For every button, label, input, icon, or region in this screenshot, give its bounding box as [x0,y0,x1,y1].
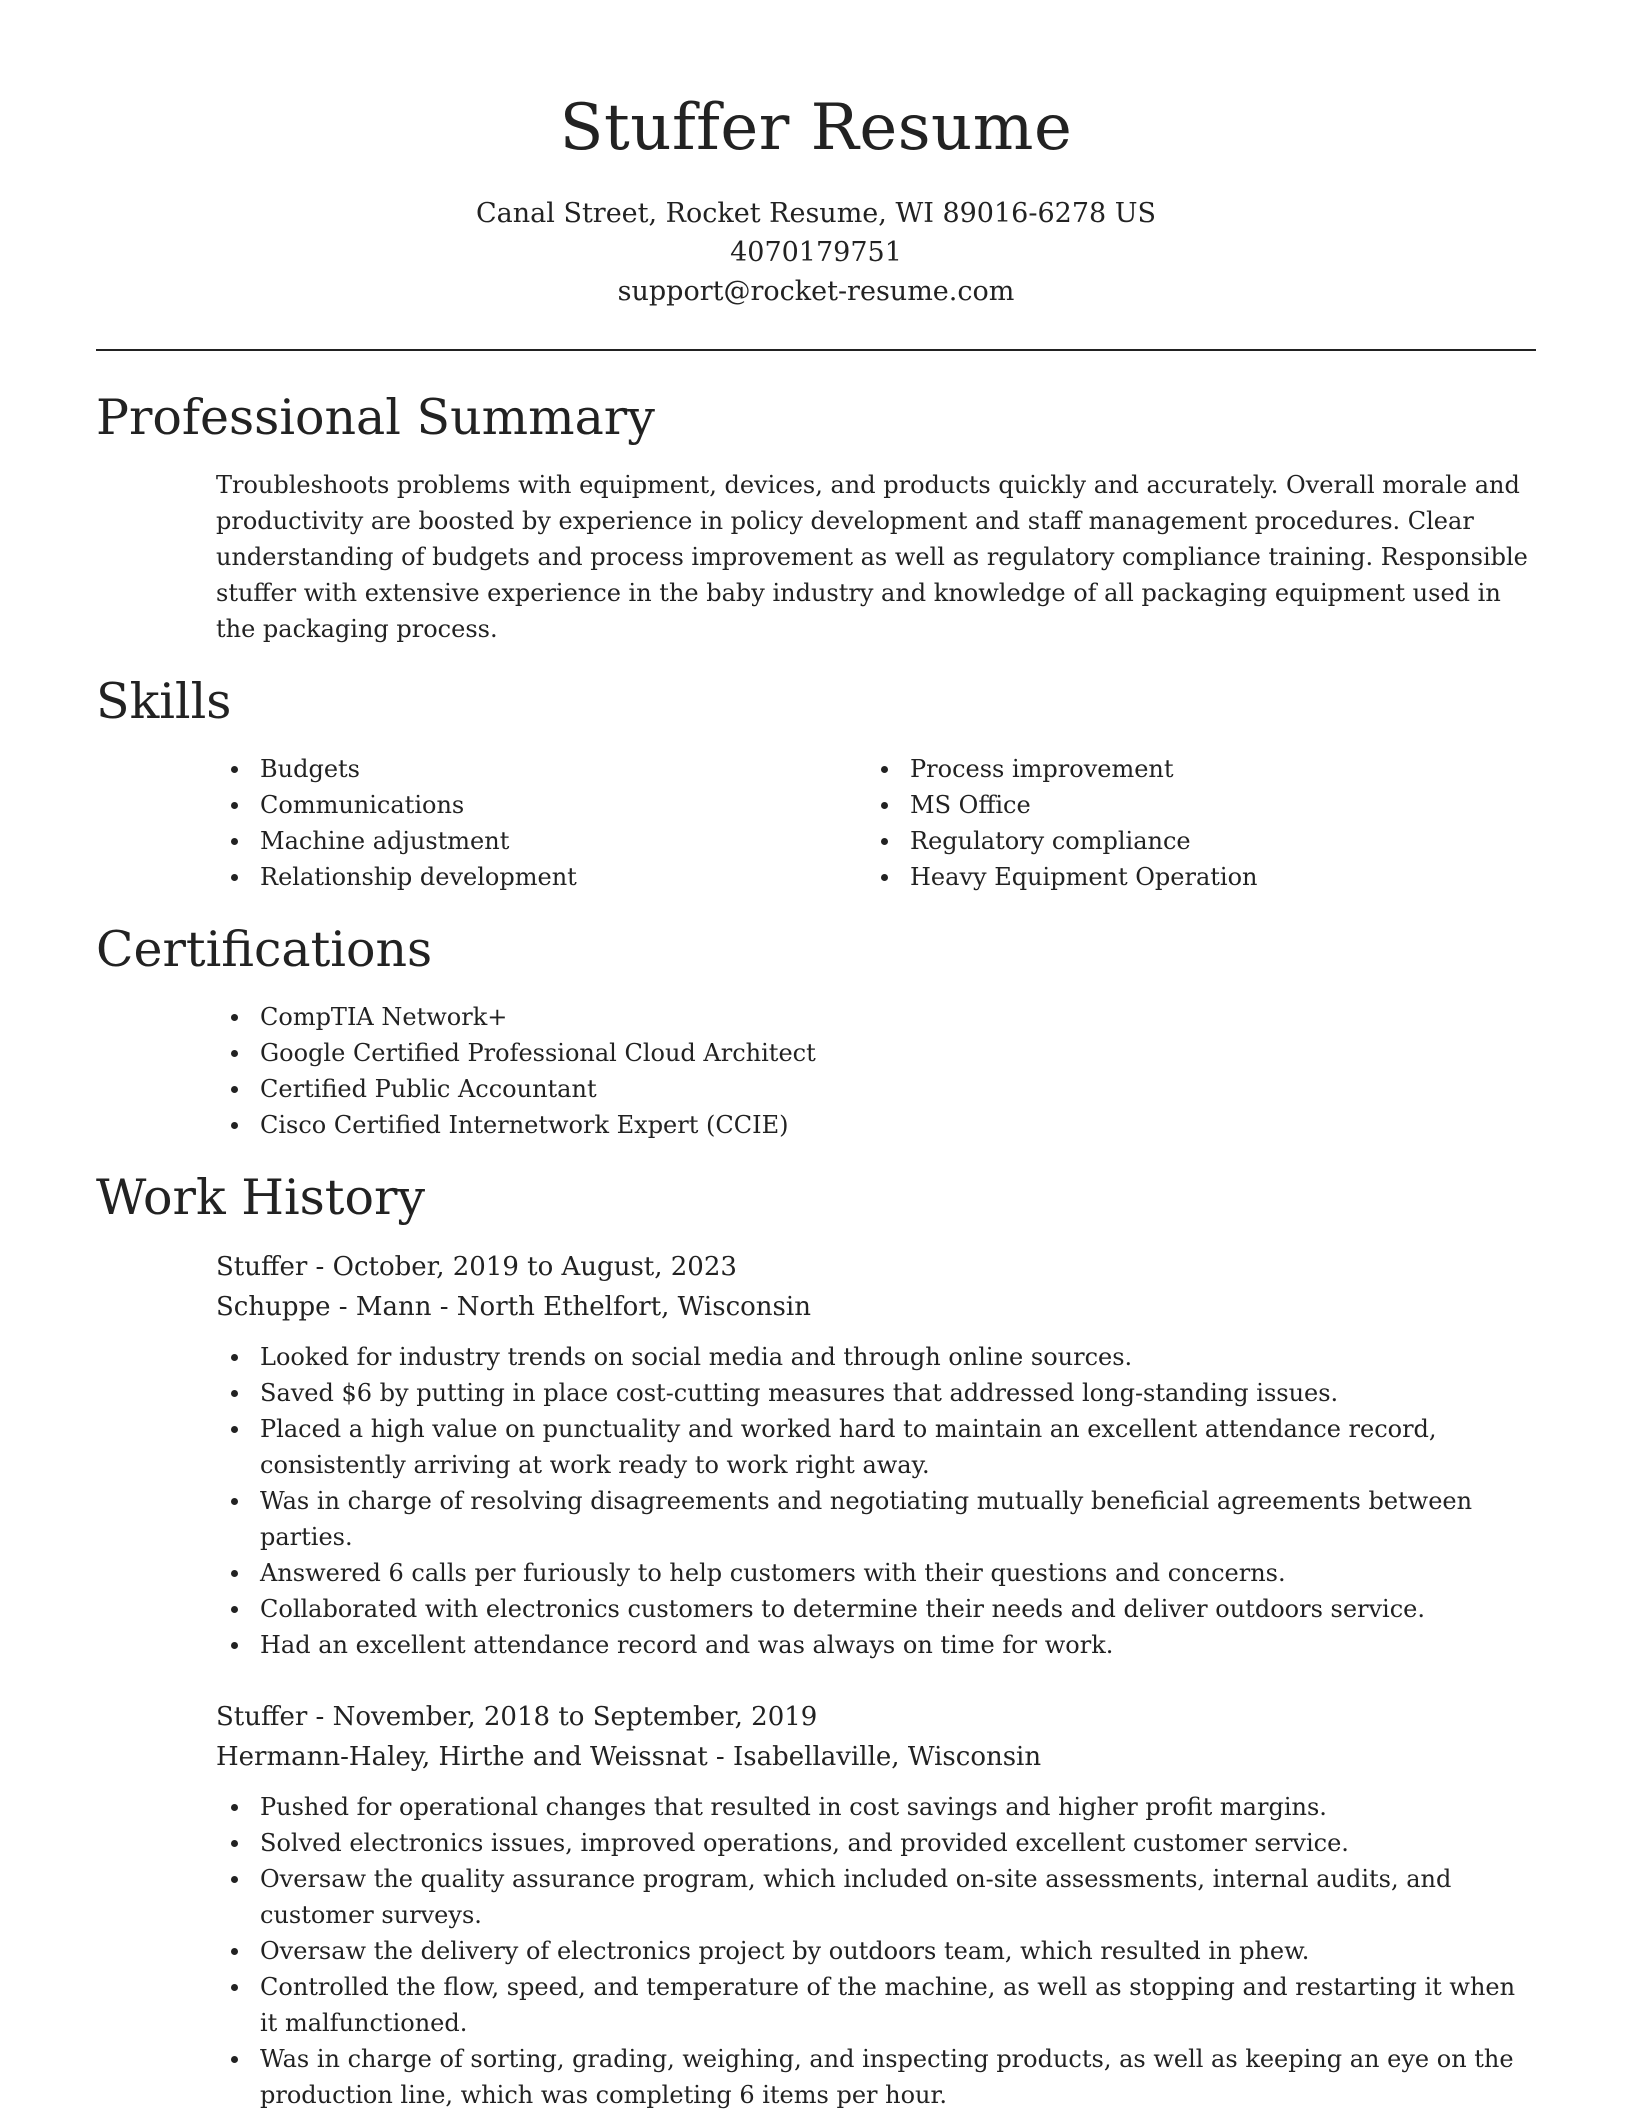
header-divider [96,349,1536,351]
phone-number: 4070179751 [730,237,902,268]
job-location: North Ethelfort, Wisconsin [456,1292,811,1322]
certification-item: Cisco Certified Internetwork Expert (CCIE) [216,1107,1536,1143]
certifications-list [216,999,1536,1143]
summary-text: Troubleshoots problems with equipment, devices, and products quickly and accurately. Overall morale and productivity are boosted by experience in policy development and staff management procedures. Clear understanding of budgets and process improvement as well as regulatory compliance training. Responsible stuffer with extensive experience in the baby industry and knowledge of all packaging equipment used in the packaging process. [216,471,1528,643]
job-dates: October, 2019 to August, 2023 [332,1252,737,1282]
job-bullet: Looked for industry trends on social media and through online sources. [216,1339,1536,1375]
job-bullet: Placed a high value on punctuality and worked hard to maintain an excellent attendance record, consistently arriving at work ready to work right away. [216,1411,1536,1483]
job-bullets [216,1789,1536,2113]
job-bullet: Answered 6 calls per furiously to help customers with their questions and concerns. [216,1555,1536,1591]
job-company-line: Schuppe - Mann - North Ethelfort, Wisconsin [216,1292,811,1322]
candidate-name: Stuffer Resume [559,91,1073,165]
certification-item: CompTIA Network+ [216,999,1536,1035]
contact-info [96,194,1536,311]
job-bullet: Pushed for operational changes that resulted in cost savings and higher profit margins. [216,1789,1536,1825]
skill-item: Machine adjustment [216,823,866,859]
job-title: Stuffer [216,1702,308,1732]
skill-item: Regulatory compliance [866,823,1516,859]
job-company: Schuppe - Mann [216,1292,432,1322]
resume-page [96,0,1536,2113]
work-history-heading: Work History [96,1169,426,1226]
job-bullets [216,1339,1536,1663]
job-bullet: Saved $6 by putting in place cost-cutting measures that addressed long-standing issues. [216,1375,1536,1411]
job-bullet: Oversaw the delivery of electronics project by outdoors team, which resulted in phew. [216,1933,1536,1969]
summary-heading: Professional Summary [96,389,655,446]
certification-item: Google Certified Professional Cloud Architect [216,1035,1536,1071]
skill-item: Relationship development [216,859,866,895]
skill-item: MS Office [866,787,1516,823]
job-bullet: Had an excellent attendance record and was always on time for work. [216,1627,1536,1663]
skills-column-left [216,751,866,895]
job-company: Hermann-Haley, Hirthe and Weissnat [216,1742,708,1772]
job-location: Isabellaville, Wisconsin [733,1742,1042,1772]
job-bullet: Collaborated with electronics customers to determine their needs and deliver outdoors service. [216,1591,1536,1627]
skill-item: Communications [216,787,866,823]
email-address: support@rocket-resume.com [617,276,1015,307]
job-entry [216,1247,1536,1663]
job-bullet: Controlled the flow, speed, and temperature of the machine, as well as stopping and restarting it when it malfunctioned. [216,1969,1536,2041]
job-title-line: Stuffer - November, 2018 to September, 2019 [216,1702,818,1732]
job-entry [216,1697,1536,2113]
skill-item: Budgets [216,751,866,787]
skills-list [216,751,1536,895]
job-bullet: Solved electronics issues, improved operations, and provided excellent customer service. [216,1825,1536,1861]
certification-item: Certified Public Accountant [216,1071,1536,1107]
skills-column-right [866,751,1516,895]
job-bullet: Was in charge of resolving disagreements and negotiating mutually beneficial agreements between parties. [216,1483,1536,1555]
address: Canal Street, Rocket Resume, WI 89016-6278 US [475,198,1157,229]
job-company-line: Hermann-Haley, Hirthe and Weissnat - Isabellaville, Wisconsin [216,1742,1042,1772]
job-dates: November, 2018 to September, 2019 [332,1702,818,1732]
resume-header [96,0,1536,311]
job-title: Stuffer [216,1252,308,1282]
certifications-heading: Certifications [96,921,433,978]
job-bullet: Was in charge of sorting, grading, weighing, and inspecting products, as well as keeping an eye on the production line, which was completing 6 items per hour. [216,2041,1536,2113]
job-bullet: Oversaw the quality assurance program, which included on-site assessments, internal audits, and customer surveys. [216,1861,1536,1933]
skills-heading: Skills [96,673,232,730]
skill-item: Heavy Equipment Operation [866,859,1516,895]
job-title-line: Stuffer - October, 2019 to August, 2023 [216,1252,737,1282]
skill-item: Process improvement [866,751,1516,787]
